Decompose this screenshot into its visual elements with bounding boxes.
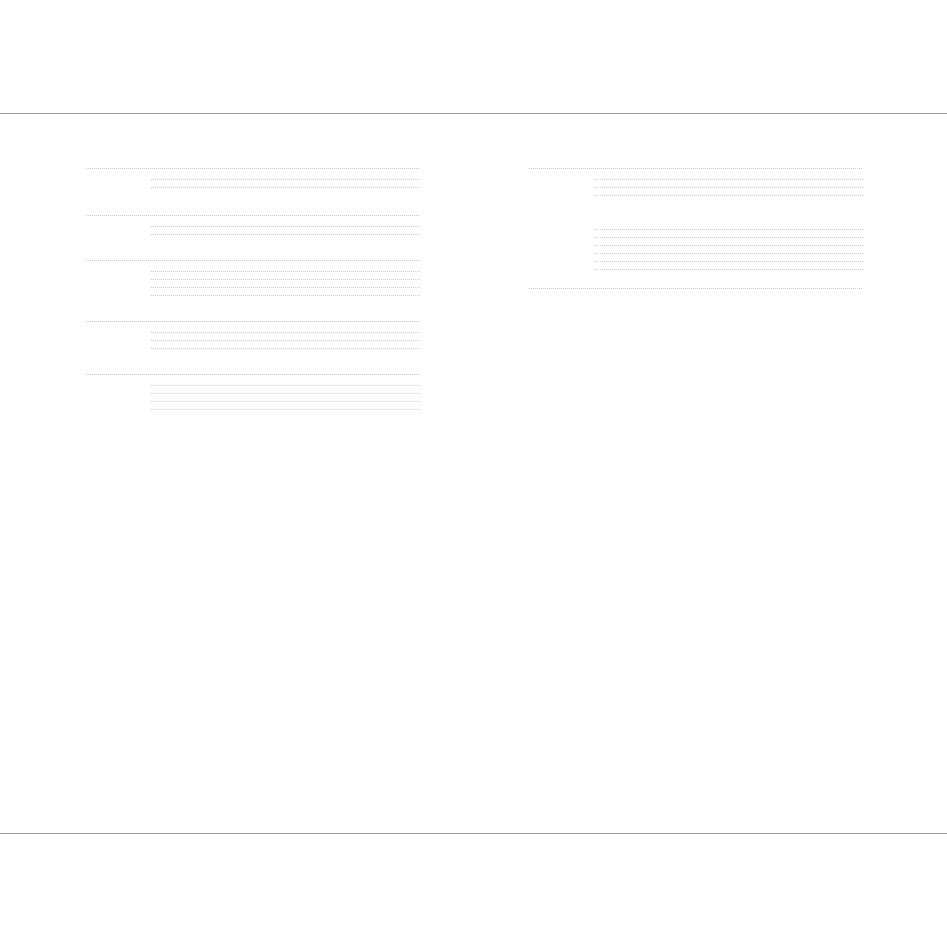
chapter-label [80, 385, 146, 389]
chapter-label [80, 295, 146, 299]
toc-section [80, 321, 424, 352]
toc-entry[interactable] [523, 261, 867, 265]
chapter-label [80, 271, 146, 275]
chapter-label [523, 237, 589, 241]
toc-entry[interactable] [80, 295, 424, 299]
chapter-label [80, 226, 146, 230]
section-title[interactable] [523, 288, 867, 293]
dot-leader [151, 348, 420, 349]
toc-entry[interactable] [80, 409, 424, 413]
dot-leader [86, 321, 419, 322]
dot-leader [529, 288, 862, 289]
dot-leader [529, 168, 862, 169]
chapter-label [80, 287, 146, 291]
chapter-label [523, 269, 589, 273]
chapter-label [80, 279, 146, 283]
chapter-label [80, 348, 146, 352]
bottom-divider [0, 833, 947, 834]
dot-leader [594, 269, 863, 270]
dot-leader [151, 340, 420, 341]
section-title[interactable] [80, 168, 424, 173]
toc-section [523, 288, 867, 293]
dot-leader [151, 393, 420, 394]
chapter-label [80, 179, 146, 183]
chapter-label [80, 409, 146, 413]
toc-section [80, 168, 424, 191]
toc-entry[interactable] [80, 271, 424, 275]
toc-entry[interactable] [80, 287, 424, 291]
dot-leader [594, 237, 863, 238]
dot-leader [151, 332, 420, 333]
dot-leader [151, 179, 420, 180]
chapter-label [523, 179, 589, 183]
dot-leader [151, 234, 420, 235]
dot-leader [594, 187, 863, 188]
section-title[interactable] [80, 321, 424, 326]
toc-entry[interactable] [80, 401, 424, 405]
chapter-list [523, 179, 867, 199]
dot-leader [151, 385, 420, 386]
toc-entry[interactable] [523, 253, 867, 257]
toc-entry[interactable] [523, 195, 867, 199]
toc-entry[interactable] [80, 179, 424, 183]
chapter-list [80, 385, 424, 413]
toc-section [80, 260, 424, 299]
dot-leader [151, 295, 420, 296]
chapter-label [80, 340, 146, 344]
dot-leader [151, 287, 420, 288]
chapter-label [523, 229, 589, 233]
dot-leader [594, 261, 863, 262]
chapter-label [523, 261, 589, 265]
toc-entry[interactable] [80, 340, 424, 344]
toc-entry[interactable] [80, 332, 424, 336]
chapter-label [80, 393, 146, 397]
chapter-label [80, 234, 146, 238]
toc-entry[interactable] [80, 385, 424, 389]
toc-entry[interactable] [80, 226, 424, 230]
chapter-list [80, 226, 424, 238]
section-title[interactable] [80, 260, 424, 265]
chapter-list [80, 179, 424, 191]
chapter-list [80, 332, 424, 352]
toc-right-column [523, 168, 867, 299]
chapter-label [80, 401, 146, 405]
dot-leader [594, 179, 863, 180]
toc-section [80, 215, 424, 238]
dot-leader [86, 260, 419, 261]
top-divider [0, 113, 947, 114]
toc-section [80, 374, 424, 413]
chapter-list [523, 229, 867, 273]
dot-leader [86, 215, 419, 216]
section-title[interactable] [80, 374, 424, 379]
chapter-label [80, 187, 146, 191]
chapter-label [523, 195, 589, 199]
dot-leader [86, 168, 419, 169]
dot-leader [594, 253, 863, 254]
dot-leader [594, 229, 863, 230]
section-title[interactable] [80, 215, 424, 220]
dot-leader [151, 401, 420, 402]
toc-entry[interactable] [523, 187, 867, 191]
toc-entry[interactable] [523, 245, 867, 249]
chapter-label [80, 332, 146, 336]
toc-entry[interactable] [80, 348, 424, 352]
dot-leader [594, 195, 863, 196]
toc-section [523, 223, 867, 273]
toc-entry[interactable] [523, 237, 867, 241]
dot-leader [151, 279, 420, 280]
toc-entry[interactable] [80, 187, 424, 191]
toc-entry[interactable] [80, 393, 424, 397]
chapter-label [523, 245, 589, 249]
dot-leader [151, 271, 420, 272]
dot-leader [151, 409, 420, 410]
dot-leader [594, 245, 863, 246]
toc-entry[interactable] [80, 234, 424, 238]
toc-left-column [80, 168, 424, 413]
toc-entry[interactable] [80, 279, 424, 283]
section-title[interactable] [523, 168, 867, 173]
toc-entry[interactable] [523, 269, 867, 273]
dot-leader [151, 187, 420, 188]
toc-entry[interactable] [523, 179, 867, 183]
chapter-list [80, 271, 424, 299]
toc-entry[interactable] [523, 229, 867, 233]
chapter-label [523, 187, 589, 191]
toc-section [523, 168, 867, 199]
dot-leader [86, 374, 419, 375]
chapter-label [523, 253, 589, 257]
dot-leader [151, 226, 420, 227]
